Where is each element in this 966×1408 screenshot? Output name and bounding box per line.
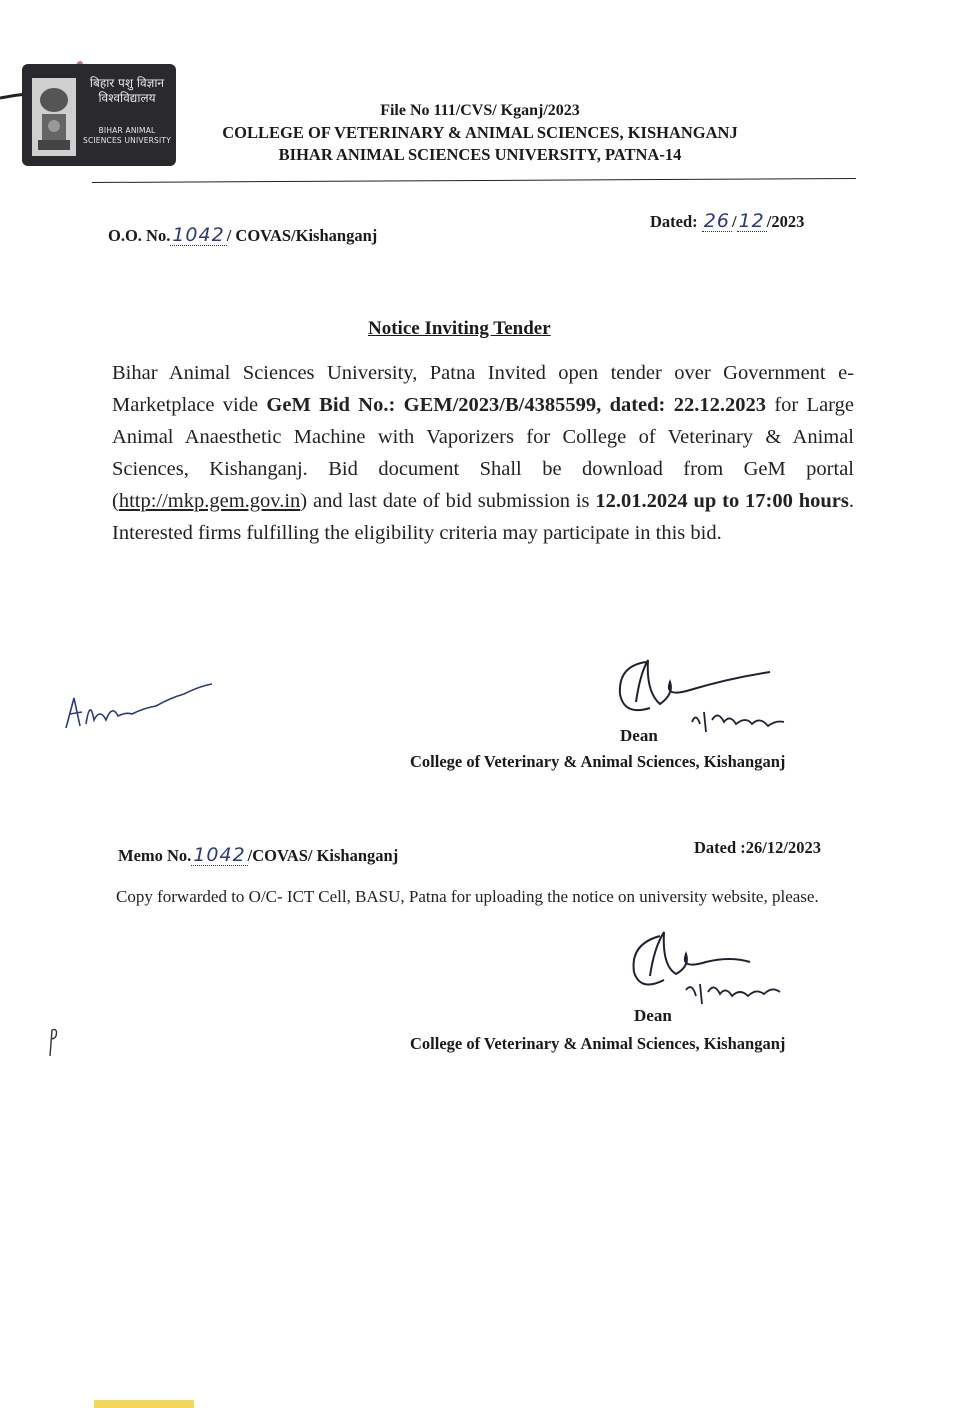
order-date-line: Dated: 26 / 12 /2023: [650, 210, 805, 232]
notice-title: Notice Inviting Tender: [368, 318, 551, 339]
memo-number-handwritten: 1042: [193, 844, 246, 866]
handwritten-initials-icon: [60, 668, 220, 738]
order-date-month: 12: [738, 210, 765, 232]
logo-hindi-line2: विश्वविद्यालय: [98, 91, 156, 105]
memo-number-line: [118, 844, 398, 866]
university-name: BIHAR ANIMAL SCIENCES UNIVERSITY, PATNA-14: [278, 145, 682, 164]
memo-prefix: Memo No.: [118, 846, 192, 865]
notice-text-3: ) and last date of bid submission is: [300, 490, 596, 512]
dean-title-1: Dean: [620, 726, 658, 745]
submission-deadline: 12.01.2024 up to 17:00 hours: [595, 490, 849, 512]
notice-text-4: . Interested firms fulfilling the eligibility criteria may participate in this bid.: [112, 490, 854, 544]
notice-body: [112, 357, 854, 549]
order-date-year: 2023: [771, 212, 805, 231]
emblem-icon: [32, 78, 76, 156]
logo-hindi-line1: बिहार पशु विज्ञान: [89, 76, 165, 90]
order-dated-label: Dated:: [650, 212, 698, 231]
file-number: File No 111/CVS/ Kganj/2023: [380, 102, 580, 119]
logo-english-name: BIHAR ANIMAL SCIENCES UNIVERSITY: [82, 126, 171, 145]
order-prefix: O.O. No.: [108, 226, 171, 245]
margin-mark-icon: [46, 1024, 60, 1058]
highlight-mark: [94, 1400, 194, 1408]
college-footer-1: College of Veterinary & Animal Sciences, Kishanganj: [410, 752, 786, 771]
dean-signature-icon: [620, 922, 820, 1012]
notice-text-2: for Large Animal Anaesthetic Machine with Vaporizers for College of Veterinary & Animal Sciences, Kishanganj. Bid document Shall be download from GeM portal (: [112, 394, 854, 512]
college-footer-2: College of Veterinary & Animal Sciences, Kishanganj: [410, 1034, 786, 1053]
order-suffix: / COVAS/Kishanganj: [226, 226, 378, 245]
college-name: COLLEGE OF VETERINARY & ANIMAL SCIENCES, KISHANGANJ: [222, 123, 738, 142]
memo-suffix: /COVAS/ Kishanganj: [247, 846, 399, 865]
order-date-day: 26: [703, 210, 730, 232]
gem-portal-link[interactable]: http://mkp.gem.gov.in: [118, 490, 301, 512]
gem-bid-number: GeM Bid No.: GEM/2023/B/4385599, dated: 22.12.2023: [266, 394, 766, 416]
order-number-handwritten: 1042: [172, 224, 225, 246]
copy-forwarded-text: Copy forwarded to O/C- ICT Cell, BASU, Patna for uploading the notice on university website, please.: [116, 887, 819, 906]
university-logo: [22, 64, 176, 166]
order-number-line: [108, 224, 377, 246]
dean-title-2: Dean: [634, 1006, 672, 1025]
letterhead: [180, 100, 780, 166]
header-divider: [92, 178, 856, 183]
memo-date: Dated :26/12/2023: [694, 838, 821, 857]
notice-text-1: Bihar Animal Sciences University, Patna Invited open tender over Government e-Marketplace vide: [112, 362, 854, 416]
